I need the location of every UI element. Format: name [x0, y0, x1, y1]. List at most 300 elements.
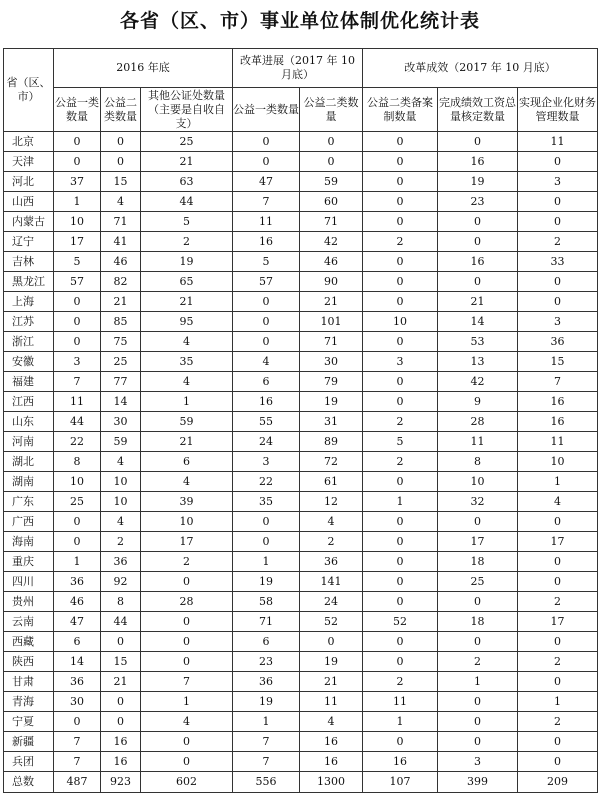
- value-cell: 41: [101, 232, 141, 252]
- value-cell: 0: [300, 132, 363, 152]
- value-cell: 0: [101, 712, 141, 732]
- value-cell: 17: [518, 612, 598, 632]
- value-cell: 1: [54, 192, 101, 212]
- value-cell: 7: [233, 752, 300, 772]
- table-row: [4, 752, 598, 772]
- value-cell: 4: [101, 512, 141, 532]
- value-cell: 0: [518, 272, 598, 292]
- value-cell: 3: [518, 172, 598, 192]
- table-row: [4, 592, 598, 612]
- value-cell: 36: [518, 332, 598, 352]
- table-row: [4, 212, 598, 232]
- table-row: [4, 652, 598, 672]
- value-cell: 6: [233, 632, 300, 652]
- value-cell: 0: [363, 252, 438, 272]
- statistics-table: [3, 48, 598, 793]
- value-cell: 0: [438, 632, 518, 652]
- value-cell: 7: [233, 192, 300, 212]
- value-cell: 75: [101, 332, 141, 352]
- value-cell: 602: [141, 772, 233, 793]
- value-cell: 0: [141, 572, 233, 592]
- value-cell: 0: [438, 692, 518, 712]
- value-cell: 11: [518, 132, 598, 152]
- value-cell: 3: [233, 452, 300, 472]
- value-cell: 23: [233, 652, 300, 672]
- header-col: 其他公证处数量（主要是自收自支）: [141, 88, 233, 132]
- province-cell: 江苏: [4, 312, 54, 332]
- value-cell: 0: [438, 732, 518, 752]
- value-cell: 17: [54, 232, 101, 252]
- value-cell: 31: [300, 412, 363, 432]
- value-cell: 10: [363, 312, 438, 332]
- table-row: [4, 492, 598, 512]
- value-cell: 16: [300, 732, 363, 752]
- value-cell: 0: [233, 132, 300, 152]
- table-row: [4, 512, 598, 532]
- value-cell: 35: [141, 352, 233, 372]
- value-cell: 21: [300, 292, 363, 312]
- header-col: 公益二类数量: [300, 88, 363, 132]
- value-cell: 0: [363, 372, 438, 392]
- province-cell: 湖北: [4, 452, 54, 472]
- header-col: 公益一类数量: [54, 88, 101, 132]
- value-cell: 37: [54, 172, 101, 192]
- value-cell: 28: [438, 412, 518, 432]
- value-cell: 0: [438, 712, 518, 732]
- province-cell: 重庆: [4, 552, 54, 572]
- value-cell: 25: [54, 492, 101, 512]
- header-col: 公益二类数量: [101, 88, 141, 132]
- value-cell: 95: [141, 312, 233, 332]
- value-cell: 3: [518, 312, 598, 332]
- value-cell: 24: [300, 592, 363, 612]
- value-cell: 72: [300, 452, 363, 472]
- province-cell: 浙江: [4, 332, 54, 352]
- value-cell: 36: [233, 672, 300, 692]
- value-cell: 0: [363, 552, 438, 572]
- value-cell: 0: [363, 192, 438, 212]
- value-cell: 44: [141, 192, 233, 212]
- value-cell: 89: [300, 432, 363, 452]
- value-cell: 4: [141, 472, 233, 492]
- value-cell: 58: [233, 592, 300, 612]
- value-cell: 5: [141, 212, 233, 232]
- value-cell: 11: [518, 432, 598, 452]
- header-col: 完成绩效工资总量核定数量: [438, 88, 518, 132]
- value-cell: 10: [141, 512, 233, 532]
- value-cell: 2: [363, 412, 438, 432]
- province-cell: 福建: [4, 372, 54, 392]
- table-row: [4, 712, 598, 732]
- value-cell: 57: [54, 272, 101, 292]
- province-cell: 西藏: [4, 632, 54, 652]
- value-cell: 2: [518, 652, 598, 672]
- table-row: [4, 192, 598, 212]
- value-cell: 0: [54, 132, 101, 152]
- value-cell: 2: [363, 672, 438, 692]
- province-cell: 宁夏: [4, 712, 54, 732]
- value-cell: 0: [363, 732, 438, 752]
- value-cell: 36: [300, 552, 363, 572]
- value-cell: 0: [54, 152, 101, 172]
- value-cell: 2: [141, 232, 233, 252]
- value-cell: 0: [54, 512, 101, 532]
- value-cell: 17: [518, 532, 598, 552]
- table-row: [4, 152, 598, 172]
- value-cell: 4: [141, 372, 233, 392]
- value-cell: 14: [54, 652, 101, 672]
- value-cell: 79: [300, 372, 363, 392]
- value-cell: 0: [233, 312, 300, 332]
- value-cell: 33: [518, 252, 598, 272]
- value-cell: 82: [101, 272, 141, 292]
- value-cell: 25: [438, 572, 518, 592]
- value-cell: 0: [141, 732, 233, 752]
- value-cell: 0: [438, 592, 518, 612]
- province-cell: 内蒙古: [4, 212, 54, 232]
- province-cell: 贵州: [4, 592, 54, 612]
- value-cell: 101: [300, 312, 363, 332]
- value-cell: 0: [141, 612, 233, 632]
- value-cell: 21: [300, 672, 363, 692]
- table-row: [4, 552, 598, 572]
- value-cell: 0: [438, 212, 518, 232]
- value-cell: 1: [518, 472, 598, 492]
- value-cell: 47: [233, 172, 300, 192]
- value-cell: 0: [363, 152, 438, 172]
- value-cell: 44: [54, 412, 101, 432]
- value-cell: 0: [54, 332, 101, 352]
- value-cell: 1: [54, 552, 101, 572]
- value-cell: 2: [363, 452, 438, 472]
- value-cell: 0: [518, 292, 598, 312]
- value-cell: 1300: [300, 772, 363, 793]
- value-cell: 0: [518, 552, 598, 572]
- value-cell: 10: [438, 472, 518, 492]
- value-cell: 21: [101, 292, 141, 312]
- value-cell: 16: [233, 232, 300, 252]
- value-cell: 46: [54, 592, 101, 612]
- header-group-progress: 改革进展（2017 年 10 月底）: [233, 49, 363, 88]
- value-cell: 0: [233, 292, 300, 312]
- value-cell: 0: [363, 212, 438, 232]
- value-cell: 71: [101, 212, 141, 232]
- province-cell: 辽宁: [4, 232, 54, 252]
- value-cell: 923: [101, 772, 141, 793]
- value-cell: 0: [438, 132, 518, 152]
- value-cell: 61: [300, 472, 363, 492]
- value-cell: 46: [101, 252, 141, 272]
- table-row: [4, 532, 598, 552]
- value-cell: 36: [54, 672, 101, 692]
- value-cell: 59: [141, 412, 233, 432]
- value-cell: 30: [101, 412, 141, 432]
- value-cell: 0: [518, 732, 598, 752]
- table-row: [4, 172, 598, 192]
- table-title: 各省（区、市）事业单位体制优化统计表: [119, 10, 480, 32]
- value-cell: 77: [101, 372, 141, 392]
- value-cell: 63: [141, 172, 233, 192]
- value-cell: 2: [141, 552, 233, 572]
- value-cell: 0: [54, 532, 101, 552]
- value-cell: 30: [54, 692, 101, 712]
- value-cell: 1: [518, 692, 598, 712]
- value-cell: 47: [54, 612, 101, 632]
- value-cell: 21: [141, 432, 233, 452]
- value-cell: 0: [438, 512, 518, 532]
- province-cell: 河北: [4, 172, 54, 192]
- value-cell: 1: [438, 672, 518, 692]
- table-row: [4, 292, 598, 312]
- province-cell: 海南: [4, 532, 54, 552]
- value-cell: 0: [363, 652, 438, 672]
- table-row: [4, 252, 598, 272]
- province-cell: 山东: [4, 412, 54, 432]
- value-cell: 16: [233, 392, 300, 412]
- value-cell: 60: [300, 192, 363, 212]
- value-cell: 0: [141, 752, 233, 772]
- value-cell: 13: [438, 352, 518, 372]
- value-cell: 0: [518, 152, 598, 172]
- province-cell: 云南: [4, 612, 54, 632]
- value-cell: 16: [363, 752, 438, 772]
- value-cell: 19: [233, 692, 300, 712]
- value-cell: 9: [438, 392, 518, 412]
- value-cell: 19: [300, 392, 363, 412]
- value-cell: 22: [54, 432, 101, 452]
- value-cell: 0: [363, 572, 438, 592]
- table-row: [4, 672, 598, 692]
- province-cell: 河南: [4, 432, 54, 452]
- value-cell: 11: [300, 692, 363, 712]
- value-cell: 16: [101, 752, 141, 772]
- value-cell: 71: [233, 612, 300, 632]
- value-cell: 10: [54, 212, 101, 232]
- table-row: [4, 372, 598, 392]
- value-cell: 5: [363, 432, 438, 452]
- value-cell: 0: [141, 632, 233, 652]
- value-cell: 23: [438, 192, 518, 212]
- value-cell: 0: [54, 292, 101, 312]
- table-row: [4, 692, 598, 712]
- value-cell: 0: [54, 312, 101, 332]
- value-cell: 12: [300, 492, 363, 512]
- value-cell: 1: [141, 392, 233, 412]
- value-cell: 7: [233, 732, 300, 752]
- value-cell: 21: [101, 672, 141, 692]
- table-row: [4, 632, 598, 652]
- value-cell: 65: [141, 272, 233, 292]
- value-cell: 85: [101, 312, 141, 332]
- value-cell: 2: [363, 232, 438, 252]
- value-cell: 399: [438, 772, 518, 793]
- value-cell: 71: [300, 212, 363, 232]
- value-cell: 0: [518, 752, 598, 772]
- value-cell: 15: [101, 652, 141, 672]
- value-cell: 0: [518, 512, 598, 532]
- value-cell: 0: [101, 152, 141, 172]
- value-cell: 7: [54, 372, 101, 392]
- table-row: [4, 472, 598, 492]
- value-cell: 7: [141, 672, 233, 692]
- header-col: 公益一类数量: [233, 88, 300, 132]
- value-cell: 16: [300, 752, 363, 772]
- value-cell: 14: [101, 392, 141, 412]
- value-cell: 5: [233, 252, 300, 272]
- value-cell: 11: [233, 212, 300, 232]
- value-cell: 52: [300, 612, 363, 632]
- province-cell: 山西: [4, 192, 54, 212]
- value-cell: 1: [363, 492, 438, 512]
- total-row: [4, 772, 598, 793]
- value-cell: 0: [363, 172, 438, 192]
- value-cell: 17: [438, 532, 518, 552]
- value-cell: 0: [438, 272, 518, 292]
- value-cell: 25: [101, 352, 141, 372]
- value-cell: 0: [233, 332, 300, 352]
- value-cell: 21: [438, 292, 518, 312]
- value-cell: 0: [363, 512, 438, 532]
- province-cell: 陕西: [4, 652, 54, 672]
- value-cell: 1: [363, 712, 438, 732]
- value-cell: 0: [363, 532, 438, 552]
- table-row: [4, 392, 598, 412]
- value-cell: 4: [141, 332, 233, 352]
- value-cell: 1: [233, 712, 300, 732]
- value-cell: 2: [518, 232, 598, 252]
- table-row: [4, 352, 598, 372]
- province-cell: 安徽: [4, 352, 54, 372]
- value-cell: 0: [363, 592, 438, 612]
- value-cell: 4: [141, 712, 233, 732]
- value-cell: 36: [54, 572, 101, 592]
- header-col: 公益二类备案制数量: [363, 88, 438, 132]
- value-cell: 0: [518, 632, 598, 652]
- value-cell: 15: [101, 172, 141, 192]
- value-cell: 8: [438, 452, 518, 472]
- table-row: [4, 272, 598, 292]
- value-cell: 0: [518, 572, 598, 592]
- value-cell: 0: [363, 332, 438, 352]
- header-group-2016: 2016 年底: [54, 49, 233, 88]
- value-cell: 7: [54, 732, 101, 752]
- value-cell: 11: [54, 392, 101, 412]
- header-col: 实现企业化财务管理数量: [518, 88, 598, 132]
- province-cell: 吉林: [4, 252, 54, 272]
- value-cell: 2: [300, 532, 363, 552]
- value-cell: 4: [300, 712, 363, 732]
- value-cell: 0: [300, 152, 363, 172]
- value-cell: 17: [141, 532, 233, 552]
- table-row: [4, 312, 598, 332]
- value-cell: 0: [363, 472, 438, 492]
- value-cell: 0: [363, 272, 438, 292]
- value-cell: 16: [518, 412, 598, 432]
- value-cell: 3: [438, 752, 518, 772]
- value-cell: 3: [54, 352, 101, 372]
- value-cell: 30: [300, 352, 363, 372]
- value-cell: 7: [518, 372, 598, 392]
- province-cell: 北京: [4, 132, 54, 152]
- header-province: 省（区、市）: [4, 49, 54, 132]
- value-cell: 10: [518, 452, 598, 472]
- table-row: [4, 732, 598, 752]
- value-cell: 16: [518, 392, 598, 412]
- value-cell: 52: [363, 612, 438, 632]
- value-cell: 0: [233, 512, 300, 532]
- table-row: [4, 412, 598, 432]
- value-cell: 22: [233, 472, 300, 492]
- value-cell: 3: [363, 352, 438, 372]
- value-cell: 18: [438, 612, 518, 632]
- value-cell: 90: [300, 272, 363, 292]
- value-cell: 4: [518, 492, 598, 512]
- province-cell: 江西: [4, 392, 54, 412]
- value-cell: 10: [101, 492, 141, 512]
- value-cell: 0: [363, 132, 438, 152]
- value-cell: 6: [233, 372, 300, 392]
- value-cell: 0: [54, 712, 101, 732]
- value-cell: 11: [438, 432, 518, 452]
- table-row: [4, 232, 598, 252]
- value-cell: 57: [233, 272, 300, 292]
- value-cell: 19: [233, 572, 300, 592]
- province-cell: 黑龙江: [4, 272, 54, 292]
- value-cell: 0: [363, 392, 438, 412]
- table-row: [4, 452, 598, 472]
- value-cell: 71: [300, 332, 363, 352]
- value-cell: 0: [363, 632, 438, 652]
- value-cell: 4: [233, 352, 300, 372]
- value-cell: 19: [438, 172, 518, 192]
- value-cell: 0: [363, 292, 438, 312]
- value-cell: 8: [54, 452, 101, 472]
- value-cell: 16: [438, 152, 518, 172]
- value-cell: 55: [233, 412, 300, 432]
- value-cell: 0: [141, 652, 233, 672]
- value-cell: 487: [54, 772, 101, 793]
- value-cell: 32: [438, 492, 518, 512]
- value-cell: 19: [300, 652, 363, 672]
- value-cell: 18: [438, 552, 518, 572]
- value-cell: 0: [101, 632, 141, 652]
- province-cell: 湖南: [4, 472, 54, 492]
- value-cell: 5: [54, 252, 101, 272]
- value-cell: 6: [54, 632, 101, 652]
- value-cell: 0: [518, 672, 598, 692]
- value-cell: 0: [300, 632, 363, 652]
- table-row: [4, 572, 598, 592]
- province-cell: 广东: [4, 492, 54, 512]
- province-cell: 总数: [4, 772, 54, 793]
- table-body: [4, 132, 598, 793]
- value-cell: 2: [518, 592, 598, 612]
- value-cell: 2: [518, 712, 598, 732]
- value-cell: 11: [363, 692, 438, 712]
- value-cell: 556: [233, 772, 300, 793]
- province-cell: 新疆: [4, 732, 54, 752]
- value-cell: 42: [438, 372, 518, 392]
- table-row: [4, 132, 598, 152]
- value-cell: 209: [518, 772, 598, 793]
- value-cell: 8: [101, 592, 141, 612]
- value-cell: 36: [101, 552, 141, 572]
- value-cell: 15: [518, 352, 598, 372]
- value-cell: 141: [300, 572, 363, 592]
- value-cell: 0: [518, 192, 598, 212]
- value-cell: 10: [54, 472, 101, 492]
- value-cell: 10: [101, 472, 141, 492]
